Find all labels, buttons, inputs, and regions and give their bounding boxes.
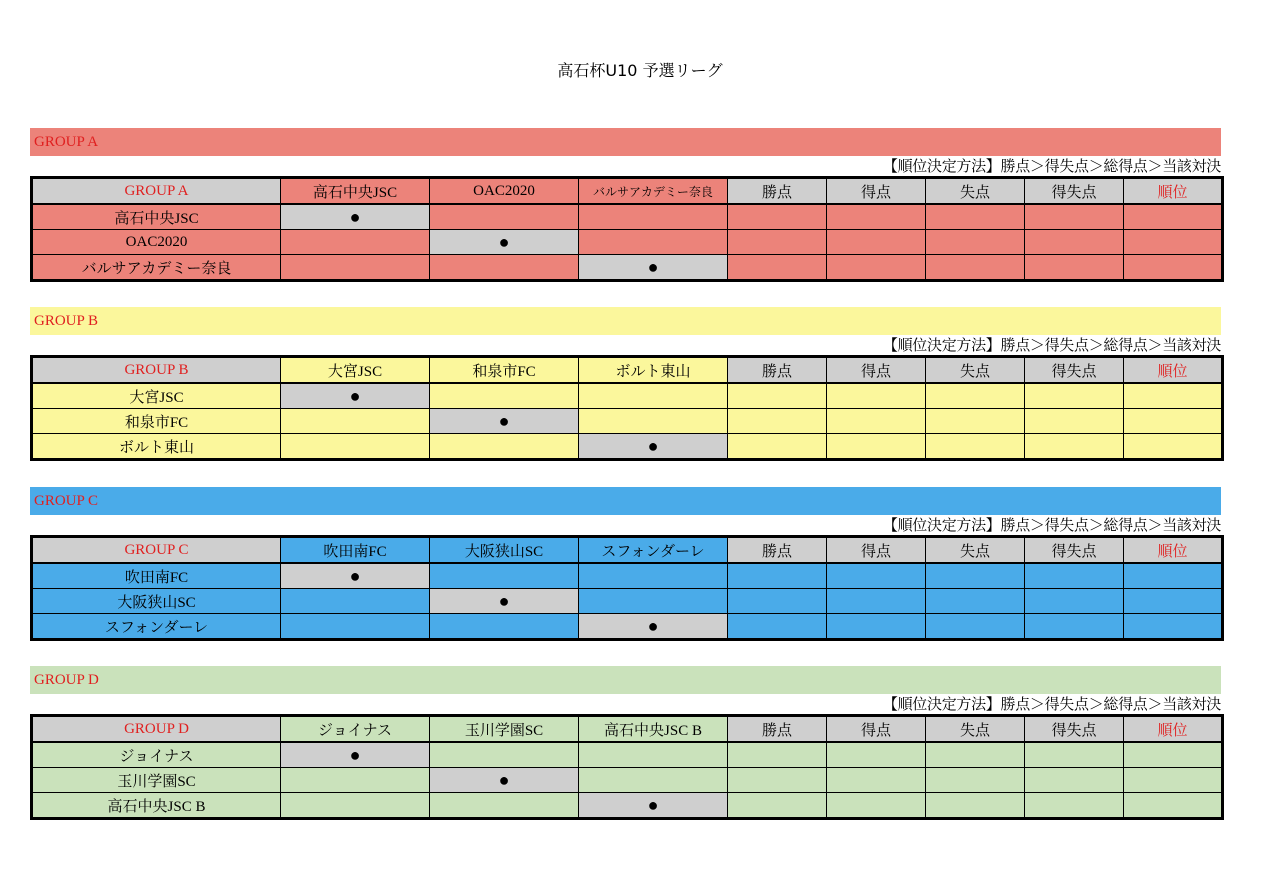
goals-for-cell[interactable] xyxy=(827,255,926,281)
group-a-header-row xyxy=(32,178,1223,205)
goals-against-cell[interactable] xyxy=(926,793,1025,819)
match-result-cell[interactable] xyxy=(579,589,728,614)
group-d-row-team-name: 玉川学園SC xyxy=(32,768,281,793)
rank-cell[interactable] xyxy=(1124,768,1223,793)
rank-cell[interactable] xyxy=(1124,793,1223,819)
self-match-marker: ● xyxy=(281,563,430,589)
goal-diff-header: 得失点 xyxy=(1025,537,1124,564)
table-row xyxy=(32,768,1223,793)
match-result-cell[interactable] xyxy=(430,563,579,589)
match-result-cell[interactable] xyxy=(579,204,728,230)
points-cell[interactable] xyxy=(728,768,827,793)
group-c-row-team-name: 吹田南FC xyxy=(32,563,281,589)
match-result-cell[interactable] xyxy=(281,589,430,614)
points-cell[interactable] xyxy=(728,383,827,409)
rank-header: 順位 xyxy=(1124,716,1223,743)
goal-diff-cell[interactable] xyxy=(1025,614,1124,640)
goals-for-cell[interactable] xyxy=(827,793,926,819)
match-result-cell[interactable] xyxy=(430,434,579,460)
rank-cell[interactable] xyxy=(1124,614,1223,640)
goals-for-header: 得点 xyxy=(827,357,926,384)
group-a-table xyxy=(30,176,1224,282)
group-b-row-team-name: ボルト東山 xyxy=(32,434,281,460)
goal-diff-cell[interactable] xyxy=(1025,255,1124,281)
points-header: 勝点 xyxy=(728,357,827,384)
self-match-marker: ● xyxy=(579,255,728,281)
goals-for-cell[interactable] xyxy=(827,589,926,614)
group-b-corner-label: GROUP B xyxy=(32,357,281,384)
goals-against-header: 失点 xyxy=(926,357,1025,384)
points-cell[interactable] xyxy=(728,230,827,255)
goals-against-cell[interactable] xyxy=(926,204,1025,230)
goals-against-cell[interactable] xyxy=(926,563,1025,589)
goals-for-header: 得点 xyxy=(827,178,926,205)
match-result-cell[interactable] xyxy=(579,563,728,589)
match-result-cell[interactable] xyxy=(281,793,430,819)
group-c-row-team-name: 大阪狭山SC xyxy=(32,589,281,614)
goals-against-cell[interactable] xyxy=(926,768,1025,793)
group-b-ranking-rule: 【順位決定方法】勝点＞得失点＞総得点＞当該対決 xyxy=(882,336,1221,354)
group-d-ranking-rule: 【順位決定方法】勝点＞得失点＞総得点＞当該対決 xyxy=(882,695,1221,713)
goals-for-cell[interactable] xyxy=(827,563,926,589)
points-cell[interactable] xyxy=(728,204,827,230)
group-c-table xyxy=(30,535,1224,641)
points-cell[interactable] xyxy=(728,589,827,614)
group-d-col-header-team: ジョイナス xyxy=(281,716,430,743)
points-cell[interactable] xyxy=(728,563,827,589)
points-cell[interactable] xyxy=(728,434,827,460)
goal-diff-header: 得失点 xyxy=(1025,178,1124,205)
group-a-row-team-name: バルサアカデミー奈良 xyxy=(32,255,281,281)
table-row xyxy=(32,255,1223,281)
match-result-cell[interactable] xyxy=(281,255,430,281)
goals-for-cell[interactable] xyxy=(827,409,926,434)
table-row xyxy=(32,614,1223,640)
group-d-corner-label: GROUP D xyxy=(32,716,281,743)
group-a-section xyxy=(30,128,1221,282)
group-a-col-header-team: 高石中央JSC xyxy=(281,178,430,205)
group-b-header-row xyxy=(32,357,1223,384)
goals-for-cell[interactable] xyxy=(827,768,926,793)
rank-header: 順位 xyxy=(1124,178,1223,205)
match-result-cell[interactable] xyxy=(430,614,579,640)
goal-diff-cell[interactable] xyxy=(1025,793,1124,819)
goals-against-cell[interactable] xyxy=(926,434,1025,460)
group-d-col-header-team: 高石中央JSC B xyxy=(579,716,728,743)
points-cell[interactable] xyxy=(728,614,827,640)
group-c-ranking-rule: 【順位決定方法】勝点＞得失点＞総得点＞当該対決 xyxy=(882,516,1221,534)
rank-cell[interactable] xyxy=(1124,434,1223,460)
self-match-marker: ● xyxy=(579,614,728,640)
self-match-marker: ● xyxy=(579,793,728,819)
rank-cell[interactable] xyxy=(1124,230,1223,255)
goals-against-header: 失点 xyxy=(926,537,1025,564)
group-d-row-team-name: ジョイナス xyxy=(32,742,281,768)
group-a-col-header-team: バルサアカデミー奈良 xyxy=(579,178,728,205)
points-header: 勝点 xyxy=(728,716,827,743)
table-row xyxy=(32,434,1223,460)
group-c-corner-label: GROUP C xyxy=(32,537,281,564)
group-b-band-title: GROUP B xyxy=(30,307,1221,335)
goal-diff-cell[interactable] xyxy=(1025,383,1124,409)
group-b-row-team-name: 和泉市FC xyxy=(32,409,281,434)
group-b-table xyxy=(30,355,1224,461)
goals-for-cell[interactable] xyxy=(827,230,926,255)
table-row xyxy=(32,742,1223,768)
match-result-cell[interactable] xyxy=(430,383,579,409)
goals-against-cell[interactable] xyxy=(926,409,1025,434)
group-c-row-team-name: スフォンダーレ xyxy=(32,614,281,640)
goals-for-header: 得点 xyxy=(827,716,926,743)
group-a-ranking-rule: 【順位決定方法】勝点＞得失点＞総得点＞当該対決 xyxy=(882,157,1221,175)
rank-cell[interactable] xyxy=(1124,742,1223,768)
table-row xyxy=(32,204,1223,230)
goals-for-header: 得点 xyxy=(827,537,926,564)
group-c-header-row xyxy=(32,537,1223,564)
goals-against-cell[interactable] xyxy=(926,383,1025,409)
group-d-col-header-team: 玉川学園SC xyxy=(430,716,579,743)
goal-diff-header: 得失点 xyxy=(1025,357,1124,384)
rank-cell[interactable] xyxy=(1124,563,1223,589)
match-result-cell[interactable] xyxy=(430,255,579,281)
group-c-col-header-team: 吹田南FC xyxy=(281,537,430,564)
self-match-marker: ● xyxy=(579,434,728,460)
group-b-col-header-team: ボルト東山 xyxy=(579,357,728,384)
match-result-cell[interactable] xyxy=(281,614,430,640)
group-a-band-title: GROUP A xyxy=(30,128,1221,156)
group-d-section xyxy=(30,666,1221,820)
group-b-col-header-team: 大宮JSC xyxy=(281,357,430,384)
match-result-cell[interactable] xyxy=(281,230,430,255)
match-result-cell[interactable] xyxy=(579,409,728,434)
goals-for-cell[interactable] xyxy=(827,614,926,640)
table-row xyxy=(32,230,1223,255)
goals-against-cell[interactable] xyxy=(926,230,1025,255)
match-result-cell[interactable] xyxy=(281,409,430,434)
self-match-marker: ● xyxy=(430,768,579,793)
goal-diff-header: 得失点 xyxy=(1025,716,1124,743)
goals-for-cell[interactable] xyxy=(827,742,926,768)
group-c-col-header-team: 大阪狭山SC xyxy=(430,537,579,564)
goal-diff-cell[interactable] xyxy=(1025,434,1124,460)
self-match-marker: ● xyxy=(281,383,430,409)
self-match-marker: ● xyxy=(430,589,579,614)
points-cell[interactable] xyxy=(728,793,827,819)
rank-cell[interactable] xyxy=(1124,255,1223,281)
group-c-col-header-team: スフォンダーレ xyxy=(579,537,728,564)
group-b-row-team-name: 大宮JSC xyxy=(32,383,281,409)
match-result-cell[interactable] xyxy=(579,768,728,793)
match-result-cell[interactable] xyxy=(281,434,430,460)
points-cell[interactable] xyxy=(728,409,827,434)
table-row xyxy=(32,563,1223,589)
points-header: 勝点 xyxy=(728,178,827,205)
rank-header: 順位 xyxy=(1124,357,1223,384)
goals-against-header: 失点 xyxy=(926,178,1025,205)
rank-header: 順位 xyxy=(1124,537,1223,564)
match-result-cell[interactable] xyxy=(579,383,728,409)
goals-against-cell[interactable] xyxy=(926,589,1025,614)
goal-diff-cell[interactable] xyxy=(1025,768,1124,793)
goal-diff-cell[interactable] xyxy=(1025,589,1124,614)
points-cell[interactable] xyxy=(728,255,827,281)
group-d-band-title: GROUP D xyxy=(30,666,1221,694)
self-match-marker: ● xyxy=(281,742,430,768)
table-row xyxy=(32,793,1223,819)
goals-for-cell[interactable] xyxy=(827,383,926,409)
match-result-cell[interactable] xyxy=(579,742,728,768)
rank-cell[interactable] xyxy=(1124,383,1223,409)
group-c-section xyxy=(30,487,1221,641)
page-title: 高石杯U10 予選リーグ xyxy=(557,61,723,80)
goals-against-cell[interactable] xyxy=(926,614,1025,640)
goals-against-cell[interactable] xyxy=(926,742,1025,768)
group-d-table xyxy=(30,714,1224,820)
group-b-section xyxy=(30,307,1221,461)
goals-against-header: 失点 xyxy=(926,716,1025,743)
rank-cell[interactable] xyxy=(1124,589,1223,614)
table-row xyxy=(32,409,1223,434)
match-result-cell[interactable] xyxy=(430,204,579,230)
match-result-cell[interactable] xyxy=(579,230,728,255)
group-d-row-team-name: 高石中央JSC B xyxy=(32,793,281,819)
group-a-row-team-name: 高石中央JSC xyxy=(32,204,281,230)
group-a-corner-label: GROUP A xyxy=(32,178,281,205)
group-b-col-header-team: 和泉市FC xyxy=(430,357,579,384)
points-cell[interactable] xyxy=(728,742,827,768)
match-result-cell[interactable] xyxy=(430,793,579,819)
rank-cell[interactable] xyxy=(1124,409,1223,434)
self-match-marker: ● xyxy=(430,409,579,434)
goal-diff-cell[interactable] xyxy=(1025,230,1124,255)
table-row xyxy=(32,589,1223,614)
group-a-col-header-team: OAC2020 xyxy=(430,178,579,205)
self-match-marker: ● xyxy=(430,230,579,255)
goal-diff-cell[interactable] xyxy=(1025,563,1124,589)
goal-diff-cell[interactable] xyxy=(1025,742,1124,768)
self-match-marker: ● xyxy=(281,204,430,230)
group-d-header-row xyxy=(32,716,1223,743)
goals-for-cell[interactable] xyxy=(827,204,926,230)
rank-cell[interactable] xyxy=(1124,204,1223,230)
points-header: 勝点 xyxy=(728,537,827,564)
goals-for-cell[interactable] xyxy=(827,434,926,460)
match-result-cell[interactable] xyxy=(281,768,430,793)
goal-diff-cell[interactable] xyxy=(1025,204,1124,230)
group-a-row-team-name: OAC2020 xyxy=(32,230,281,255)
match-result-cell[interactable] xyxy=(430,742,579,768)
goal-diff-cell[interactable] xyxy=(1025,409,1124,434)
table-row xyxy=(32,383,1223,409)
goals-against-cell[interactable] xyxy=(926,255,1025,281)
group-c-band-title: GROUP C xyxy=(30,487,1221,515)
